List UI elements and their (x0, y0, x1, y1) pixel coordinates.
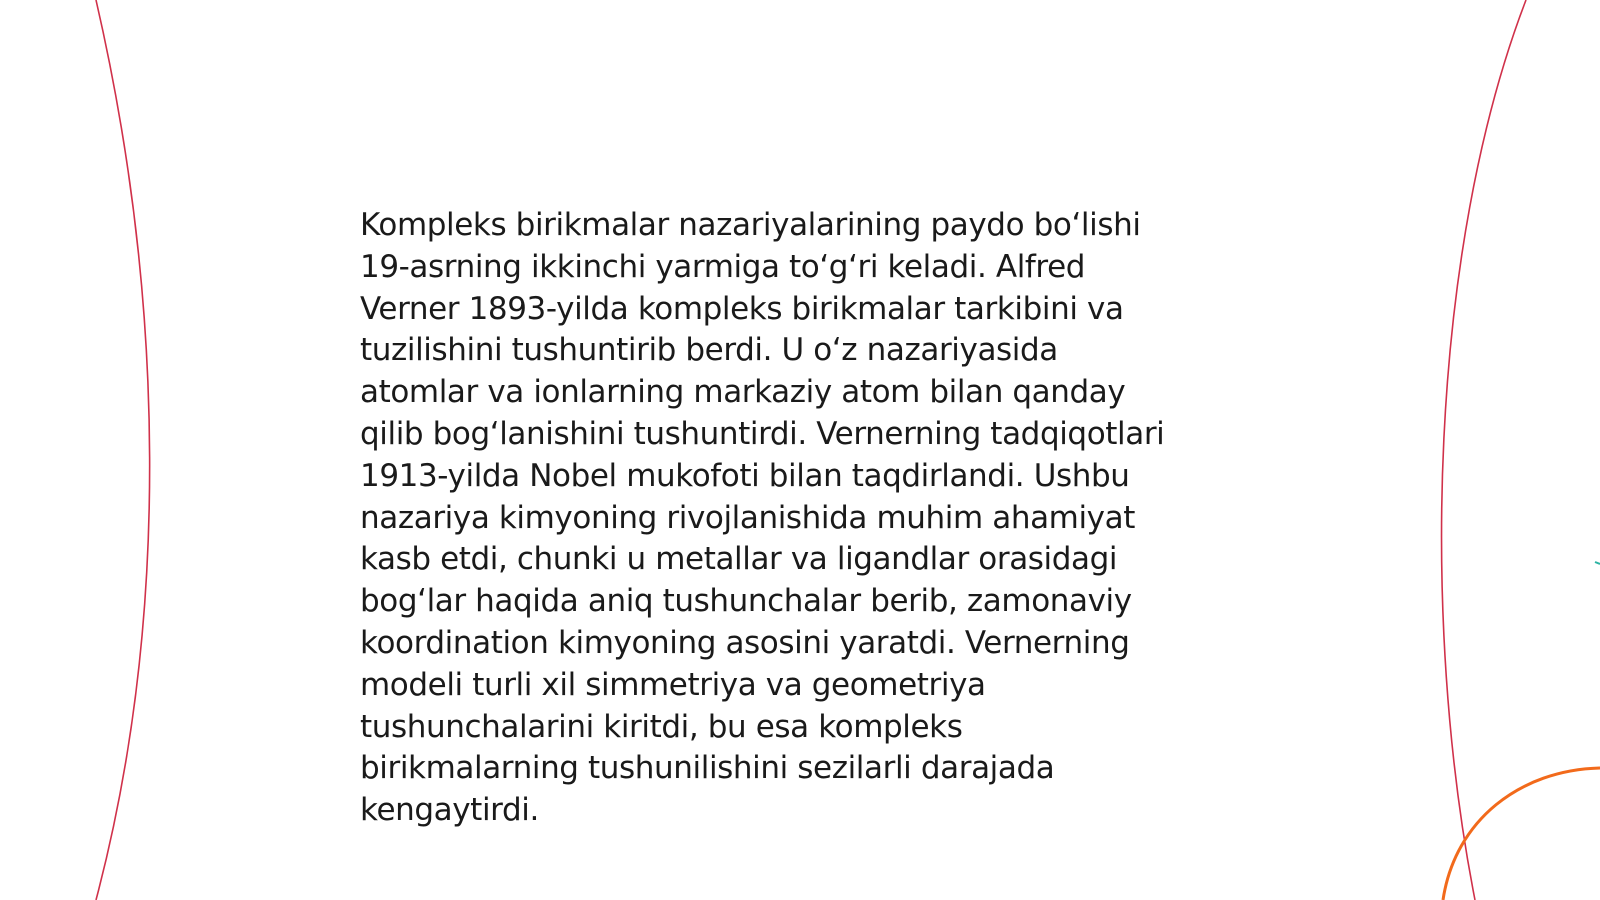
right-curve-line (1442, 0, 1526, 900)
teal-accent-mark (1595, 562, 1600, 564)
orange-arc (1443, 768, 1600, 900)
left-curve-line (96, 0, 150, 900)
body-paragraph: Kompleks birikmalar nazariyalarining paydo bo‘lishi 19-asrning ikkinchi yarmiga to‘g‘ri keladi. Alfred Verner 1893-yilda kompleks birikmalar tarkibini va tuzilishini tushuntirib berdi. U o‘z nazariyasida atomlar va ionlarning markaziy atom bilan qanday qilib bog‘lanishini tushuntirdi. Vernerning tadqiqotlari 1913-yilda Nobel mukofoti bilan taqdirlandi. Ushbu nazariya kimyoning rivojlanishida muhim ahamiyat kasb etdi, chunki u metallar va ligandlar orasidagi bog‘lar haqida aniq tushunchalar berib, zamonaviy koordination kimyoning asosini yaratdi. Vernerning modeli turli xil simmetriya va geometriya tushunchalarini kiritdi, bu esa kompleks birikmalarning tushunilishini sezilarli darajada kengaytirdi. (360, 207, 1165, 829)
